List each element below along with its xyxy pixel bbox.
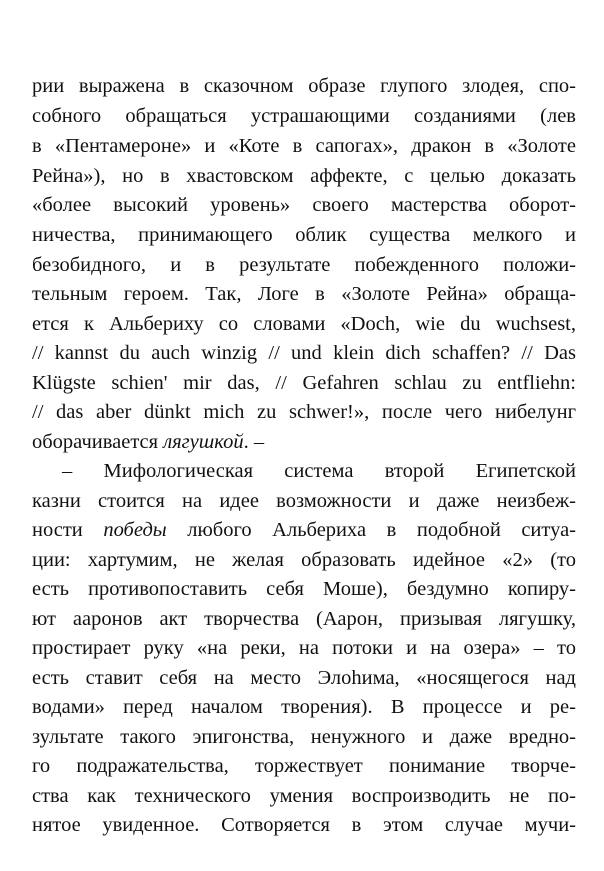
text-line: в «Пентамероне» и «Коте в сапогах», дракон в «Золоте [32,135,576,157]
text-line: // das aber dünkt mich zu schwer!», после чего нибелунг [32,401,576,423]
text-line: тельным героем. Так, Логе в «Золоте Рейна» обраща- [32,283,576,305]
text-line: зультате такого эпигонства, ненужного и даже вредно- [32,726,576,748]
text-line: собного обращаться устрашающими созданиями (лев [32,105,576,127]
text-line: ется к Альбериху со словами «Doch, wie du wuchsest, [32,313,576,335]
text-line: рии выражена в сказочном образе глупого злодея, спо- [32,75,576,97]
text-line: ства как технического умения воспроизводить не по- [32,785,576,807]
text-line: ничества, принимающего облик существа мелкого и [32,224,576,246]
italic-word: лягушкой [163,431,244,453]
text-line: водами» перед началом творения). В процессе и ре- [32,696,576,718]
italic-word: победы [103,519,167,541]
text-line: ности победы любого Альбериха в подобной ситуа- [32,519,577,541]
text-line: есть противопоставить себя Моше), бездумно копиру- [32,578,576,600]
text-line: // kannst du auch winzig // und klein dich schaffen? // Das [32,342,576,364]
text-line: нятое увиденное. Сотворяется в этом случае мучи- [32,814,576,836]
text-line: есть ставит себя на место Элоhима, «носящегося над [32,667,576,689]
text-line: оборачивается лягушкой. – [32,431,265,453]
text-line: «более высокий уровень» своего мастерства оборот- [32,194,576,216]
text-line: ют ааронов акт творчества (Аарон, призывая лягушку, [32,608,576,630]
text-line: ции: хартумим, не желая образовать идейное «2» (то [32,549,576,571]
paragraph-first-line: – Мифологическая система второй Египетской [62,460,576,482]
text-line: го подражательства, торжествует понимание творче- [32,755,576,777]
text-line: казни стоится на идее возможности и даже неизбеж- [32,490,576,512]
text-line: Klügste schien' mir das, // Gefahren schlau zu entfliehn: [32,372,576,394]
text-line: простирает руку «на реки, на потоки и на озера» – то [32,637,576,659]
text-line: Рейна»), но в хвастовском аффекте, с целью доказать [32,165,576,187]
text-line: безобидного, и в результате побежденного положи- [32,254,576,276]
